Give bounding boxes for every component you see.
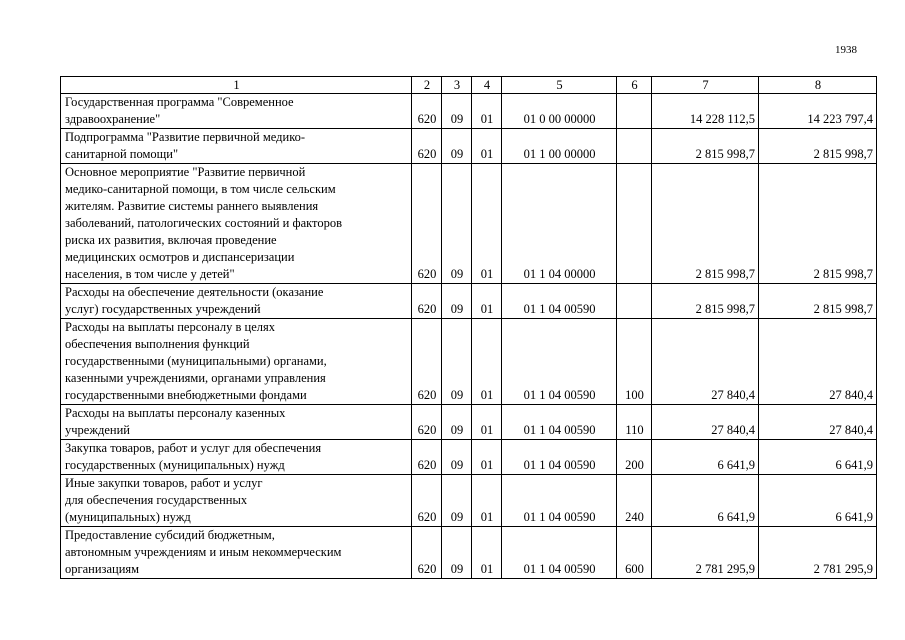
ministry-code-cell: 620 [412, 284, 442, 319]
expense-type-cell: 100 [617, 319, 652, 405]
ministry-code-cell: 620 [412, 164, 442, 284]
row-name-cell: Расходы на выплаты персоналу казенных учреждений [61, 405, 412, 440]
budget-table [60, 76, 877, 579]
column-header: 6 [617, 77, 652, 94]
table-row [61, 405, 877, 440]
table-row [61, 440, 877, 475]
row-name-cell: Иные закупки товаров, работ и услуг для обеспечения государственных (муниципальных) нужд [61, 475, 412, 527]
amount-year1-cell: 2 815 998,7 [652, 129, 759, 164]
expense-type-cell [617, 129, 652, 164]
ministry-code-cell: 620 [412, 94, 442, 129]
row-name-cell: Подпрограмма "Развитие первичной медико- санитарной помощи" [61, 129, 412, 164]
row-name-cell: Предоставление субсидий бюджетным, автономным учреждениям и иным некоммерческим организациям [61, 527, 412, 579]
subsection-code-cell: 01 [472, 319, 502, 405]
table-row [61, 319, 877, 405]
expense-type-cell [617, 164, 652, 284]
amount-year2-cell: 27 840,4 [759, 319, 877, 405]
row-name-cell: Основное мероприятие "Развитие первичной медико-санитарной помощи, в том числе сельским жителям. Развитие системы раннего выявления заболеваний, патологических состояний и факторов риска их развития, включая проведение медицинских осмотров и диспансеризации населения, в том числе у детей" [61, 164, 412, 284]
section-code-cell: 09 [442, 319, 472, 405]
expense-type-cell: 200 [617, 440, 652, 475]
expense-type-cell: 240 [617, 475, 652, 527]
amount-year2-cell: 2 815 998,7 [759, 164, 877, 284]
amount-year2-cell: 6 641,9 [759, 475, 877, 527]
target-article-cell: 01 1 04 00590 [502, 475, 617, 527]
ministry-code-cell: 620 [412, 440, 442, 475]
expense-type-cell: 600 [617, 527, 652, 579]
target-article-cell: 01 1 04 00590 [502, 319, 617, 405]
section-code-cell: 09 [442, 527, 472, 579]
amount-year1-cell: 27 840,4 [652, 405, 759, 440]
target-article-cell: 01 1 04 00590 [502, 527, 617, 579]
amount-year1-cell: 2 815 998,7 [652, 284, 759, 319]
row-name-cell: Расходы на выплаты персоналу в целях обеспечения выполнения функций государственными (муниципальными) органами, казенными учреждениями, органами управления государственными внебюджетными фондами [61, 319, 412, 405]
ministry-code-cell: 620 [412, 475, 442, 527]
amount-year1-cell: 14 228 112,5 [652, 94, 759, 129]
subsection-code-cell: 01 [472, 94, 502, 129]
ministry-code-cell: 620 [412, 319, 442, 405]
subsection-code-cell: 01 [472, 405, 502, 440]
page-number: 1938 [835, 44, 857, 56]
column-header: 7 [652, 77, 759, 94]
ministry-code-cell: 620 [412, 527, 442, 579]
section-code-cell: 09 [442, 129, 472, 164]
row-name-cell: Расходы на обеспечение деятельности (оказание услуг) государственных учреждений [61, 284, 412, 319]
amount-year2-cell: 2 781 295,9 [759, 527, 877, 579]
column-header: 1 [61, 77, 412, 94]
expense-type-cell [617, 284, 652, 319]
amount-year2-cell: 6 641,9 [759, 440, 877, 475]
amount-year1-cell: 6 641,9 [652, 440, 759, 475]
subsection-code-cell: 01 [472, 440, 502, 475]
subsection-code-cell: 01 [472, 284, 502, 319]
amount-year1-cell: 27 840,4 [652, 319, 759, 405]
section-code-cell: 09 [442, 475, 472, 527]
section-code-cell: 09 [442, 284, 472, 319]
column-header: 4 [472, 77, 502, 94]
expense-type-cell [617, 94, 652, 129]
column-header: 5 [502, 77, 617, 94]
target-article-cell: 01 0 00 00000 [502, 94, 617, 129]
amount-year2-cell: 2 815 998,7 [759, 284, 877, 319]
target-article-cell: 01 1 04 00590 [502, 440, 617, 475]
table-row [61, 129, 877, 164]
subsection-code-cell: 01 [472, 527, 502, 579]
subsection-code-cell: 01 [472, 129, 502, 164]
target-article-cell: 01 1 04 00590 [502, 405, 617, 440]
table-row [61, 164, 877, 284]
amount-year2-cell: 2 815 998,7 [759, 129, 877, 164]
column-header: 8 [759, 77, 877, 94]
subsection-code-cell: 01 [472, 164, 502, 284]
amount-year1-cell: 2 781 295,9 [652, 527, 759, 579]
row-name-cell: Государственная программа "Современное здравоохранение" [61, 94, 412, 129]
section-code-cell: 09 [442, 164, 472, 284]
amount-year2-cell: 27 840,4 [759, 405, 877, 440]
subsection-code-cell: 01 [472, 475, 502, 527]
amount-year1-cell: 2 815 998,7 [652, 164, 759, 284]
amount-year2-cell: 14 223 797,4 [759, 94, 877, 129]
section-code-cell: 09 [442, 440, 472, 475]
ministry-code-cell: 620 [412, 405, 442, 440]
amount-year1-cell: 6 641,9 [652, 475, 759, 527]
section-code-cell: 09 [442, 94, 472, 129]
column-header: 2 [412, 77, 442, 94]
table-row [61, 94, 877, 129]
table-row [61, 527, 877, 579]
column-header: 3 [442, 77, 472, 94]
ministry-code-cell: 620 [412, 129, 442, 164]
section-code-cell: 09 [442, 405, 472, 440]
table-row [61, 284, 877, 319]
target-article-cell: 01 1 04 00590 [502, 284, 617, 319]
target-article-cell: 01 1 00 00000 [502, 129, 617, 164]
table-row [61, 475, 877, 527]
expense-type-cell: 110 [617, 405, 652, 440]
target-article-cell: 01 1 04 00000 [502, 164, 617, 284]
table-header-row [61, 77, 877, 94]
row-name-cell: Закупка товаров, работ и услуг для обеспечения государственных (муниципальных) нужд [61, 440, 412, 475]
